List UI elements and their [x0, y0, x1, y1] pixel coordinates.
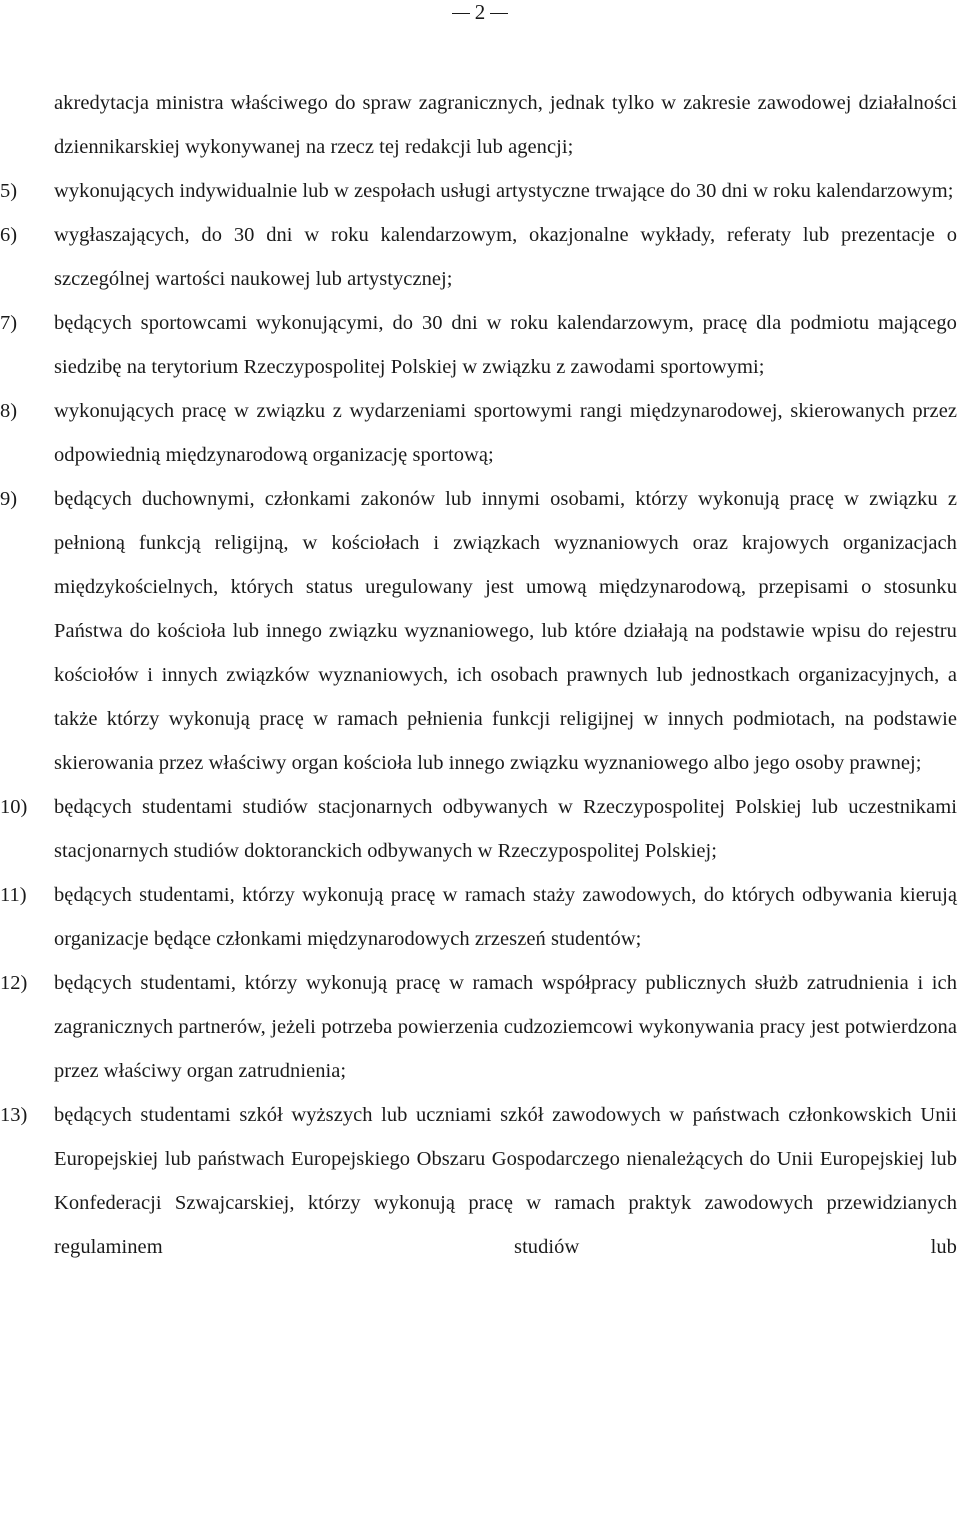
list-item-number: 9) — [0, 488, 18, 510]
list-item-7 — [0, 301, 957, 389]
list-item-text: będących duchownymi, członkami zakonów lub innymi osobami, którzy wykonują pracę w związku z pełnioną funkcją religijną, w kościołach i związkach wyznaniowych oraz krajowych organizacjach międzykościelnych, których status uregulowany jest umową międzynarodową, przepisami o stosunku Państwa do kościoła lub innego związku wyznaniowego, lub które działają na podstawie wpisu do rejestru kościołów i innych związków wyznaniowych, ich osobach prawnych lub jednostkach organizacyjnych, a także którzy wykonują pracę w ramach pełnienia funkcji religijnej w innych podmiotach, na podstawie skierowania przez właściwy organ kościoła lub innego związku wyznaniowego albo jego osoby prawnej; — [54, 488, 957, 774]
document-body — [0, 81, 960, 1269]
list-item-text: wykonujących pracę w związku z wydarzeniami sportowymi rangi międzynarodowej, skierowanych przez odpowiednią międzynarodową organizację sportową; — [54, 400, 957, 466]
list-item-number: 7) — [0, 312, 18, 334]
list-item-text: wykonujących indywidualnie lub w zespołach usługi artystyczne trwające do 30 dni w roku kalendarzowym; — [54, 180, 954, 202]
list-item-number: 12) — [0, 972, 28, 994]
list-item-text: będących studentami szkół wyższych lub uczniami szkół zawodowych w państwach członkowskich Unii Europejskiej lub państwach Europejskiego Obszaru Gospodarczego nienależących do Unii Europejskiej lub Konfederacji Szwajcarskiej, którzy wykonują pracę w ramach praktyk zawodowych przewidzianych regulaminem studiów lub — [54, 1104, 957, 1258]
list-item-9 — [0, 477, 957, 785]
page-number-dash-right — [490, 13, 508, 14]
list-item-number: 6) — [0, 224, 18, 246]
list-item-number: 11) — [0, 884, 27, 906]
continuation-text: akredytacja ministra właściwego do spraw zagranicznych, jednak tylko w zakresie zawodowej działalności dziennikarskiej wykonywanej na rzecz tej redakcji lub agencji; — [54, 92, 957, 158]
page-number-value: 2 — [474, 0, 486, 24]
list-item-number: 10) — [0, 796, 28, 818]
list-item-6 — [0, 213, 957, 301]
list-item-13 — [0, 1093, 957, 1269]
continuation-paragraph — [0, 81, 957, 169]
list-item-number: 13) — [0, 1104, 28, 1126]
list-item-text: będących studentami studiów stacjonarnych odbywanych w Rzeczypospolitej Polskiej lub uczestnikami stacjonarnych studiów doktoranckich odbywanych w Rzeczypospolitej Polskiej; — [54, 796, 957, 862]
list-item-number: 5) — [0, 180, 18, 202]
list-item-11 — [0, 873, 957, 961]
list-item-text: będących sportowcami wykonującymi, do 30 dni w roku kalendarzowym, pracę dla podmiotu mającego siedzibę na terytorium Rzeczypospolitej Polskiej w związku z zawodami sportowymi; — [54, 312, 957, 378]
list-item-10 — [0, 785, 957, 873]
list-item-text: będących studentami, którzy wykonują pracę w ramach współpracy publicznych służb zatrudnienia i ich zagranicznych partnerów, jeżeli potrzeba powierzenia cudzoziemcowi wykonywania pracy jest potwierdzona przez właściwy organ zatrudnienia; — [54, 972, 957, 1082]
list-item-12 — [0, 961, 957, 1093]
page-number — [0, 0, 960, 24]
page-number-dash-left — [452, 13, 470, 14]
list-item-5 — [0, 169, 957, 213]
list-item-text: wygłaszających, do 30 dni w roku kalendarzowym, okazjonalne wykłady, referaty lub prezentacje o szczególnej wartości naukowej lub artystycznej; — [54, 224, 957, 290]
list-item-text: będących studentami, którzy wykonują pracę w ramach staży zawodowych, do których odbywania kierują organizacje będące członkami międzynarodowych zrzeszeń studentów; — [54, 884, 957, 950]
list-item-number: 8) — [0, 400, 18, 422]
list-item-8 — [0, 389, 957, 477]
